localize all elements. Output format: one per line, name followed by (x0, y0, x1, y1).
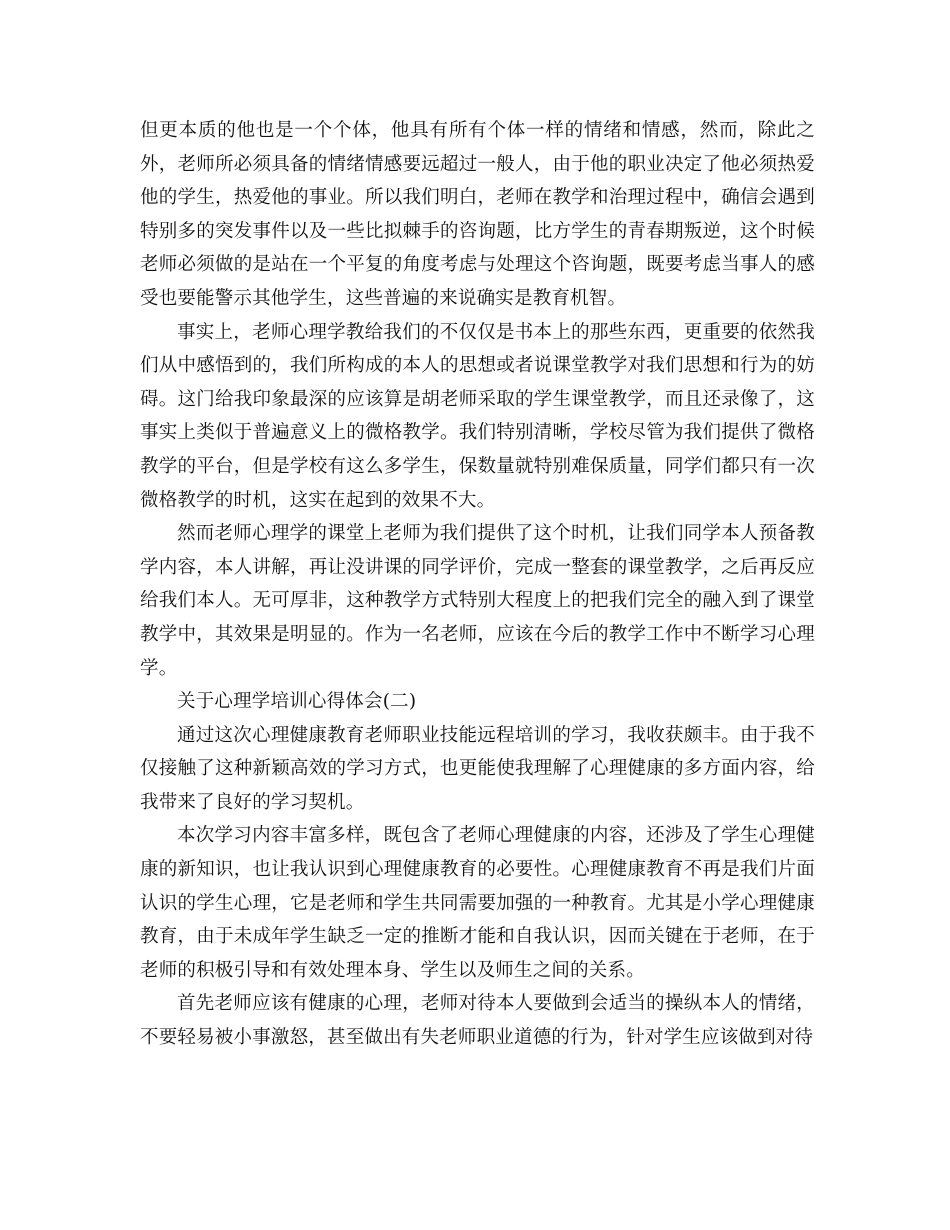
section-heading: 关于心理学培训心得体会(二) (177, 691, 417, 713)
paragraph-2: 事实上，老师心理学教给我们的不仅仅是书本上的那些东西，更重要的依然我们从中感悟到的，我们所构成的本人的思想或者说课堂教学对我们思想和行为的妨碍。这门给我印象最深的应该算是胡老师采取的学生课堂教学，而且还录像了，这事实上类似于普遍意义上的微格教学。我们特别清晰，学校尽管为我们提供了微格教学的平台，但是学校有这么多学生，保数量就特别难保质量，同学们都只有一次微格教学的时机，这实在起到的效果不大。 (140, 321, 815, 511)
paragraph-4: 通过这次心理健康教育老师职业技能远程培训的学习，我收获颇丰。由于我不仅接触了这种新颖高效的学习方式，也更能使我理解了心理健康的多方面内容，给我带来了良好的学习契机。 (140, 724, 815, 813)
paragraph-5: 本次学习内容丰富多样，既包含了老师心理健康的内容，还涉及了学生心理健康的新知识，也让我认识到心理健康教育的必要性。心理健康教育不再是我们片面认识的学生心理，它是老师和学生共同需要加强的一种教育。尤其是小学心理健康教育，由于未成年学生缺乏一定的推断才能和自我认识，因而关键在于老师，在于老师的积极引导和有效处理本身、学生以及师生之间的关系。 (140, 825, 815, 981)
paragraph-3: 然而老师心理学的课堂上老师为我们提供了这个时机，让我们同学本人预备教学内容，本人讲解，再让没讲课的同学评价，完成一整套的课堂教学，之后再反应给我们本人。无可厚非，这种教学方式特别大程度上的把我们完全的融入到了课堂教学中，其效果是明显的。作为一名老师，应该在今后的教学工作中不断学习心理学。 (140, 523, 815, 679)
paragraph-1: 但更本质的他也是一个个体，他具有所有个体一样的情绪和情感，然而，除此之外，老师所必须具备的情绪情感要远超过一般人，由于他的职业决定了他必须热爱他的学生，热爱他的事业。所以我们明白，老师在教学和治理过程中，确信会遇到特别多的突发事件以及一些比拟棘手的咨询题，比方学生的青春期叛逆，这个时候老师必须做的是站在一个平复的角度考虑与处理这个咨询题，既要考虑当事人的感受也要能警示其他学生，这些普遍的来说确实是教育机智。 (140, 120, 815, 309)
paragraph-6: 首先老师应该有健康的心理，老师对待本人要做到会适当的操纵本人的情绪，不要轻易被小事激怒，甚至做出有失老师职业道德的行为，针对学生应该做到对待 (140, 993, 815, 1049)
document-body (140, 114, 815, 1055)
